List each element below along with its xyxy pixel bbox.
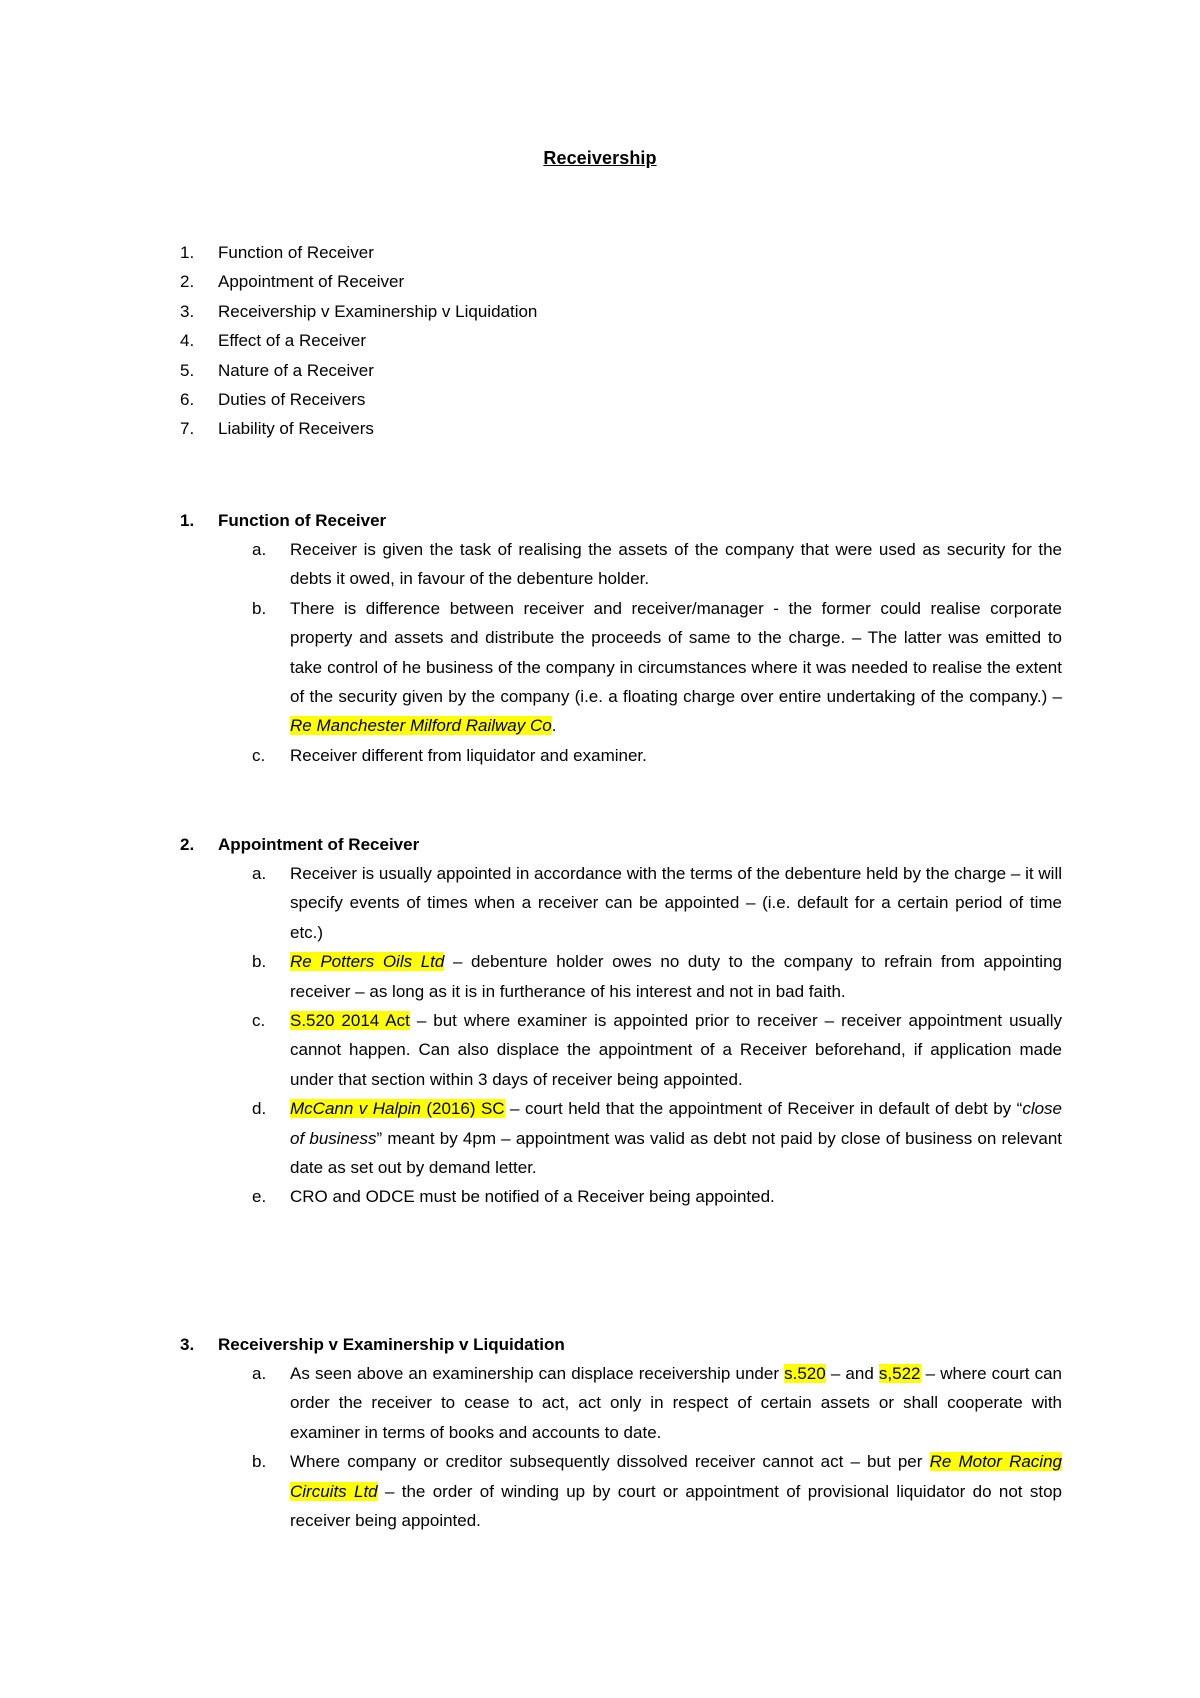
toc-item-number: 1.: [180, 243, 195, 262]
list-item-letter: a.: [252, 540, 267, 559]
toc-item-label: Receivership v Examinership v Liquidation: [218, 301, 538, 321]
toc-item-label: Function of Receiver: [218, 243, 374, 262]
list-item-letter: c.: [252, 745, 266, 765]
list-item-letter: b.: [252, 1452, 267, 1472]
toc-item: [180, 297, 537, 326]
list-item-text: CRO and ODCE must be notified of a Receiver being appointed.: [290, 1187, 775, 1207]
case-citation: (2016) SC: [420, 1099, 505, 1119]
list-item-text: – but where examiner is appointed prior to receiver – receiver appointment usually cannot happen. Can also displace the appointment of a Receiver beforehand, if application made under that section within 3 days of receiver being appointed.: [290, 1011, 1062, 1089]
toc-item-number: 5.: [180, 360, 195, 380]
section-title: Appointment of Receiver: [218, 835, 420, 854]
toc-item-label: Liability of Receivers: [218, 419, 374, 439]
section-receivership-examinership-liquidation: [180, 1330, 1062, 1535]
list-item-text: close of business: [290, 1099, 1062, 1148]
list-item-text: – court held that the appointment of Receiver in default of debt by “: [504, 1099, 1023, 1119]
list-item: [180, 1182, 1062, 1211]
list-item-text: – where court can order the receiver to cease to act, act only in respect of certain assets or shall cooperate with examiner in terms of books and accounts to date.: [290, 1364, 1062, 1442]
list-item-text: ” meant by 4pm – appointment was valid as debt not paid by close of business on relevant date as set out by demand letter.: [290, 1128, 1062, 1178]
toc-item-label: Duties of Receivers: [218, 389, 366, 409]
toc-item: [180, 385, 537, 414]
section-appointment-of-receiver: [180, 830, 1062, 1212]
case-citation: s.520: [784, 1364, 826, 1383]
toc-item-number: 4.: [180, 331, 195, 351]
list-item-text: There is difference between receiver and receiver/manager - the former could realise corporate property and assets and distribute the proceeds of same to the charge. – The latter was emitted to take control of he business of the company in circumstances where it was needed to realise the extent of the security given by the company (i.e. a floating charge over entire undertaking of the company.) –: [290, 598, 1062, 707]
toc-item-label: Nature of a Receiver: [218, 360, 374, 380]
toc-item-number: 3.: [180, 301, 195, 321]
list-item-letter: e.: [252, 1187, 267, 1207]
toc-item-number: 6.: [180, 389, 195, 409]
toc-item: [180, 356, 537, 385]
toc-item: [180, 326, 537, 355]
section-title: Function of Receiver: [218, 511, 387, 530]
case-citation: McCann v Halpin: [290, 1099, 421, 1119]
document-title: Receivership: [543, 148, 657, 168]
list-item: [180, 859, 1062, 947]
list-item-text: Receiver different from liquidator and examiner.: [290, 745, 647, 765]
list-item: [180, 947, 1062, 1006]
section-title: Receivership v Examinership v Liquidation: [218, 1335, 565, 1354]
case-citation: Re Potters Oils Ltd: [290, 952, 445, 972]
list-item-text: – the order of winding up by court or appointment of provisional liquidator do not stop receiver being appointed.: [290, 1481, 1062, 1531]
section-heading: [180, 830, 1062, 859]
section-heading: [180, 1330, 1062, 1359]
toc-item: [180, 267, 537, 296]
section-items: [180, 859, 1062, 1212]
case-citation: Re Motor Racing Circuits Ltd: [290, 1452, 1062, 1501]
list-item: [180, 741, 1062, 770]
case-citation: Re Manchester Milford Railway Co: [290, 716, 552, 736]
list-item-letter: a.: [252, 864, 267, 883]
list-item-letter: a.: [252, 1364, 267, 1383]
list-item-text: Receiver is given the task of realising the assets of the company that were used as security for the debts it owed, in favour of the debenture holder.: [290, 540, 1062, 589]
table-of-contents: [180, 238, 537, 444]
section-number: 3.: [180, 1335, 195, 1354]
toc-item-number: 2.: [180, 272, 195, 292]
toc-item: [180, 414, 537, 443]
list-item-text: Receiver is usually appointed in accordance with the terms of the debenture held by the charge – it will specify events of times when a receiver can be appointed – (i.e. default for a certain period of time etc.): [290, 864, 1062, 942]
list-item-letter: c.: [252, 1011, 266, 1031]
section-heading: [180, 506, 1062, 535]
section-items: [180, 1359, 1062, 1535]
toc-item-number: 7.: [180, 419, 195, 439]
list-item: [180, 535, 1062, 594]
case-citation: S.520 2014 Act: [290, 1011, 410, 1031]
list-item: [180, 1447, 1062, 1535]
section-number: 1.: [180, 511, 195, 530]
list-item-text: .: [551, 716, 557, 736]
toc-item-label: Effect of a Receiver: [218, 331, 367, 351]
list-item-text: As seen above an examinership can displace receivership under: [290, 1364, 785, 1383]
list-item-text: – and: [825, 1364, 879, 1383]
section-function-of-receiver: [180, 506, 1062, 770]
section-items: [180, 535, 1062, 770]
list-item-text: Where company or creditor subsequently dissolved receiver cannot act – but per: [290, 1452, 930, 1472]
toc-item-label: Appointment of Receiver: [218, 272, 405, 292]
toc-item: [180, 238, 537, 267]
list-item: [180, 1359, 1062, 1447]
list-item: [180, 594, 1062, 741]
list-item-text: – debenture holder owes no duty to the company to refrain from appointing receiver – as long as it is in furtherance of his interest and not in bad faith.: [290, 952, 1062, 1001]
list-item-letter: b.: [252, 598, 267, 618]
section-number: 2.: [180, 835, 195, 854]
case-citation: s,522: [878, 1364, 921, 1383]
list-item-letter: d.: [252, 1099, 267, 1119]
list-item: [180, 1094, 1062, 1182]
list-item-letter: b.: [252, 952, 267, 972]
list-item: [180, 1006, 1062, 1094]
